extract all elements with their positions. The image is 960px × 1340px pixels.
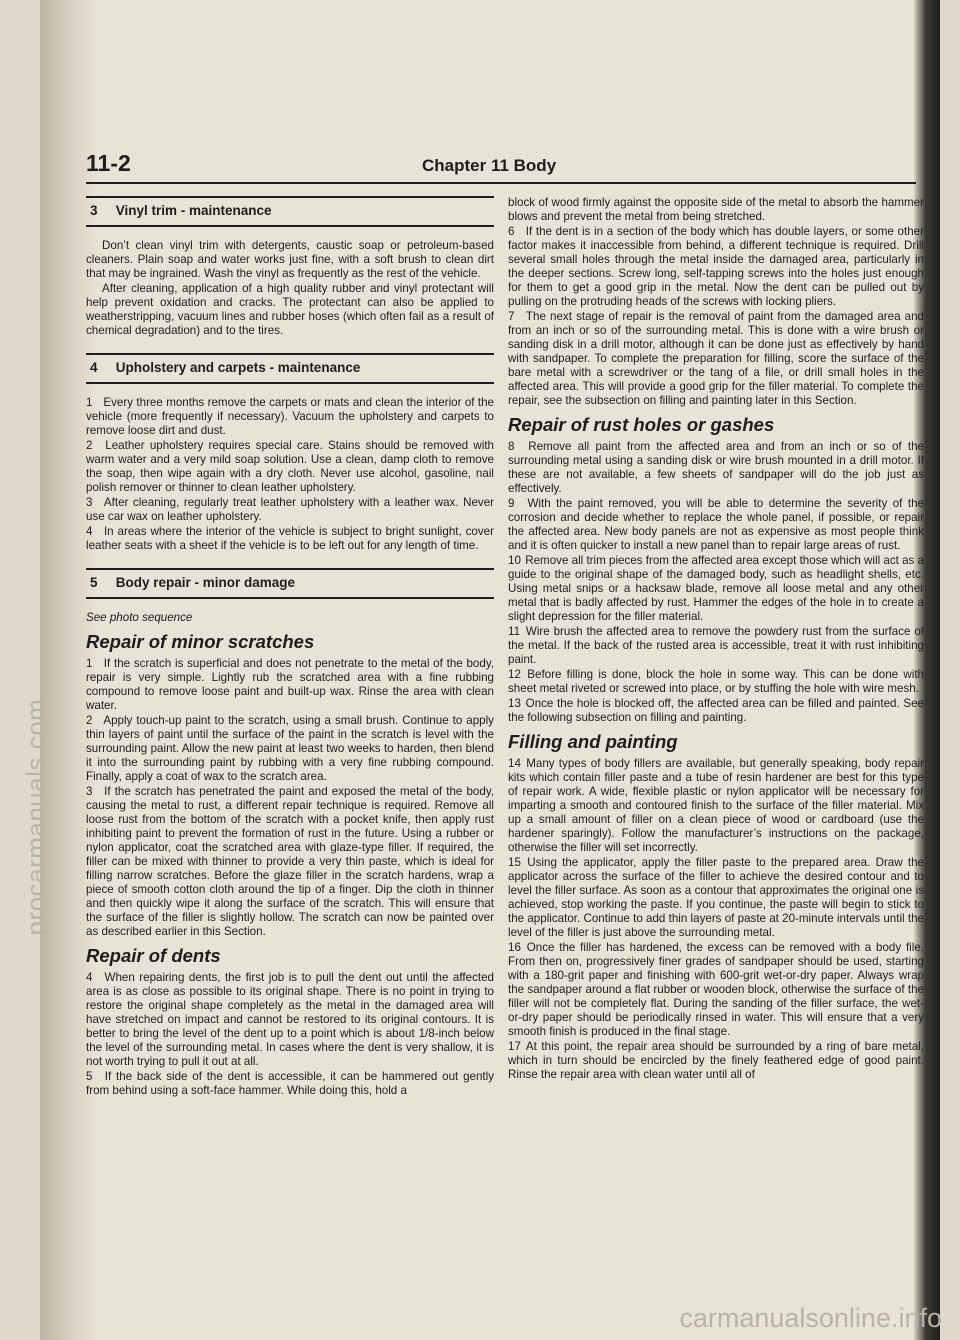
section-4-heading: [86, 353, 494, 384]
page-number: 11-2: [86, 150, 131, 176]
numbered-paragraph: 6 If the dent is in a section of the body which has double layers, or some other factor makes it inaccessible from behind, a different technique is required. Drill several small holes through the metal inside the damaged area, particularly in the deeper sections. Screw long, self-tapping screws into the holes just enough for them to get a good grip in the metal. Now the dent can be pulled out by pulling on the protruding heads of the screws with locking pliers.: [508, 225, 924, 308]
numbered-paragraph: 5 If the back side of the dent is accessible, it can be hammered out gently from behind using a soft-face hammer. While doing this, hold a: [86, 1070, 495, 1097]
numbered-paragraph: 13 Once the hole is blocked off, the affected area can be filled and painted. See the following subsection on filling and painting.: [508, 697, 924, 724]
header-rule: [86, 182, 916, 184]
paragraph: After cleaning, application of a high quality rubber and vinyl protectant will help prevent oxidation and cracks. The protectant can also be applied to weatherstripping, vacuum lines and rubber hoses (which often fail as a result of chemical degradation) and to the tires.: [86, 282, 494, 337]
paragraph: Don’t clean vinyl trim with detergents, caustic soap or petroleum-based cleaners. Plain soap and water works just fine, with a soft brush to clean dirt that may be ingrained. Wash the vinyl as frequently as the rest of the vehicle.: [86, 239, 494, 280]
watermark-left: [0, 420, 51, 940]
numbered-paragraph: 10 Remove all trim pieces from the affected area except those which will act as a guide to the original shape of the damaged body, such as headlight shells, etc. Using metal snips or a hacksaw blade, remove all loose metal and any other metal that is badly affected by rust. Hammer the edges of the hole in to create a slight depression for the filler material.: [508, 554, 924, 623]
watermark-left-text: procarmanuals.com: [20, 698, 51, 936]
subheading-dents: Repair of dents: [86, 945, 221, 966]
subheading-filling-painting: Filling and painting: [508, 731, 678, 752]
numbered-paragraph: 15 Using the applicator, apply the filler paste to the prepared area. Draw the applicator across the surface of the filler to achieve the desired contour and to level the filler surface. As soon as a contour that approximates the original one is achieved, stop working the paste. If you continue, the paste will begin to stick to the applicator. Continue to add thin layers of paste at 20-minute intervals until the level of the filler is just above the surrounding metal.: [508, 856, 924, 939]
numbered-paragraph: 4 In areas where the interior of the vehicle is subject to bright sunlight, cover leather seats with a sheet if the vehicle is to be left out for any length of time.: [86, 525, 494, 552]
numbered-paragraph: 12 Before filling is done, block the hole in some way. This can be done with sheet metal riveted or screwed into place, or by stuffing the hole with wire mesh.: [508, 668, 924, 695]
section-number: 3: [90, 203, 98, 218]
section-number: 5: [90, 575, 98, 590]
section-3-heading: [86, 196, 494, 227]
photo-sequence-note: See photo sequence: [86, 611, 193, 624]
numbered-paragraph: 1 Every three months remove the carpets or mats and clean the interior of the vehicle (more frequently if necessary). Vacuum the upholstery and carpets to remove loose dirt and dust.: [86, 396, 494, 437]
page-header: [86, 148, 916, 182]
numbered-paragraph: 14 Many types of body fillers are available, but generally speaking, body repair kits which contain filler paste and a tube of resin hardener are best for this type of repair work. A wide, flexible plastic or nylon applicator will be necessary for imparting a smooth and contoured finish to the surface of the filler material. Mix up a small amount of filler on a clean piece of wood or cardboard (use the hardener sparingly). Follow the manufacturer’s instructions on the package, otherwise the filler will set incorrectly.: [508, 757, 924, 854]
numbered-paragraph: 7 The next stage of repair is the removal of paint from the damaged area and from an inch or so of the surrounding metal. This is done with a wire brush or sanding disk in a drill motor, although it can be done just as effectively by hand with sandpaper. To complete the preparation for filling, score the surface of the bare metal with a screwdriver or the tang of a file, or drill small holes in the affected area. This will provide a good grip for the filler material. To complete the repair, see the subsection on filling and painting later in this Section.: [508, 310, 924, 407]
watermark-bottom: carmanualsonline.info: [679, 1303, 942, 1333]
numbered-paragraph: 8 Remove all paint from the affected area and from an inch or so of the surrounding metal using a sanding disk or wire brush mounted in a drill motor. If these are not available, a few sheets of sandpaper will do the job just as effectively.: [508, 440, 924, 495]
numbered-paragraph: 16 Once the filler has hardened, the excess can be removed with a body file. From then on, progressively finer grades of sandpaper should be used, starting with a 180-grit paper and finishing with 600-grit wet-or-dry paper. Always wrap the sandpaper around a flat rubber or wooden block, otherwise the surface of the filler will not be completely flat. During the sanding of the filler surface, the wet-or-dry paper should be periodically rinsed in water. This will ensure that a very smooth finish is produced in the final stage.: [508, 941, 924, 1038]
section-5-heading: [86, 568, 494, 599]
numbered-paragraph: 2 Apply touch-up paint to the scratch, using a small brush. Continue to apply thin layers of paint until the surface of the paint in the scratch is level with the surrounding paint. Allow the new paint at least two weeks to harden, then blend it into the surrounding paint by rubbing with a very fine rubbing compound. Finally, apply a coat of wax to the scratch area.: [86, 714, 494, 783]
subheading-minor-scratches: Repair of minor scratches: [86, 631, 315, 652]
left-column: [86, 196, 494, 1099]
numbered-paragraph: 2 Leather upholstery requires special care. Stains should be removed with warm water and a very mild soap solution. Use a clean, damp cloth to remove the soap, then wipe again with a dry cloth. Never use alcohol, gasoline, nail polish remover or thinner to clean leather upholstery.: [86, 439, 494, 494]
chapter-title: Chapter 11 Body: [422, 156, 557, 175]
numbered-paragraph: 1 If the scratch is superficial and does not penetrate to the metal of the body, repair is very simple. Lightly rub the scratched area with a fine rubbing compound to remove loose paint and built-up wax. Rinse the area with clean water.: [86, 657, 494, 712]
right-column: [508, 196, 924, 1083]
numbered-paragraph: 4 When repairing dents, the first job is to pull the dent out until the affected area is as close as possible to its original shape. There is no point in trying to restore the original shape completely as the metal in the damaged area will have stretched on impact and cannot be restored to its original contours. It is better to bring the level of the dent up to a point which is about 1/8-inch below the level of the surrounding metal. In cases where the dent is very shallow, it is not worth trying to pull it out at all.: [86, 971, 494, 1068]
numbered-paragraph: 3 After cleaning, regularly treat leather upholstery with a leather wax. Never use car wax on leather upholstery.: [86, 496, 495, 523]
numbered-paragraph: 9 With the paint removed, you will be able to determine the severity of the corrosion and decide whether to replace the whole panel, if possible, or repair the affected area. New body panels are not as expensive as most people think and it is often quicker to install a new panel than to repair large areas of rust.: [508, 497, 924, 552]
section-title: Upholstery and carpets - maintenance: [115, 360, 361, 375]
section-title: Body repair - minor damage: [115, 575, 296, 590]
section-title: Vinyl trim - maintenance: [115, 203, 272, 218]
numbered-paragraph: 17 At this point, the repair area should be surrounded by a ring of bare metal, which in turn should be encircled by the finely feathered edge of good paint. Rinse the repair area with clean water until all of: [508, 1040, 924, 1081]
subheading-rust-holes: Repair of rust holes or gashes: [508, 414, 775, 435]
numbered-paragraph: 11 Wire brush the affected area to remove the powdery rust from the surface of the metal. If the back of the rusted area is accessible, treat it with rust inhibiting paint.: [508, 625, 924, 666]
numbered-paragraph: 3 If the scratch has penetrated the paint and exposed the metal of the body, causing the metal to rust, a different repair technique is required. Remove all loose rust from the bottom of the scratch with a pocket knife, then apply rust inhibiting paint to prevent the formation of rust in the future. Using a rubber or nylon applicator, coat the scratched area with glaze-type filler. If required, the filler can be mixed with thinner to provide a very thin paste, which is ideal for filling narrow scratches. Before the glaze filler in the scratch hardens, wrap a piece of smooth cotton cloth around the tip of a finger. Dip the cloth in thinner and then quickly wipe it along the surface of the scratch. This will ensure that the surface of the filler is slightly hollow. The scratch can now be painted over as described earlier in this Section.: [86, 785, 494, 938]
continued-paragraph: block of wood firmly against the opposite side of the metal to absorb the hammer blows and prevent the metal from being stretched.: [508, 196, 924, 223]
section-number: 4: [90, 360, 98, 375]
